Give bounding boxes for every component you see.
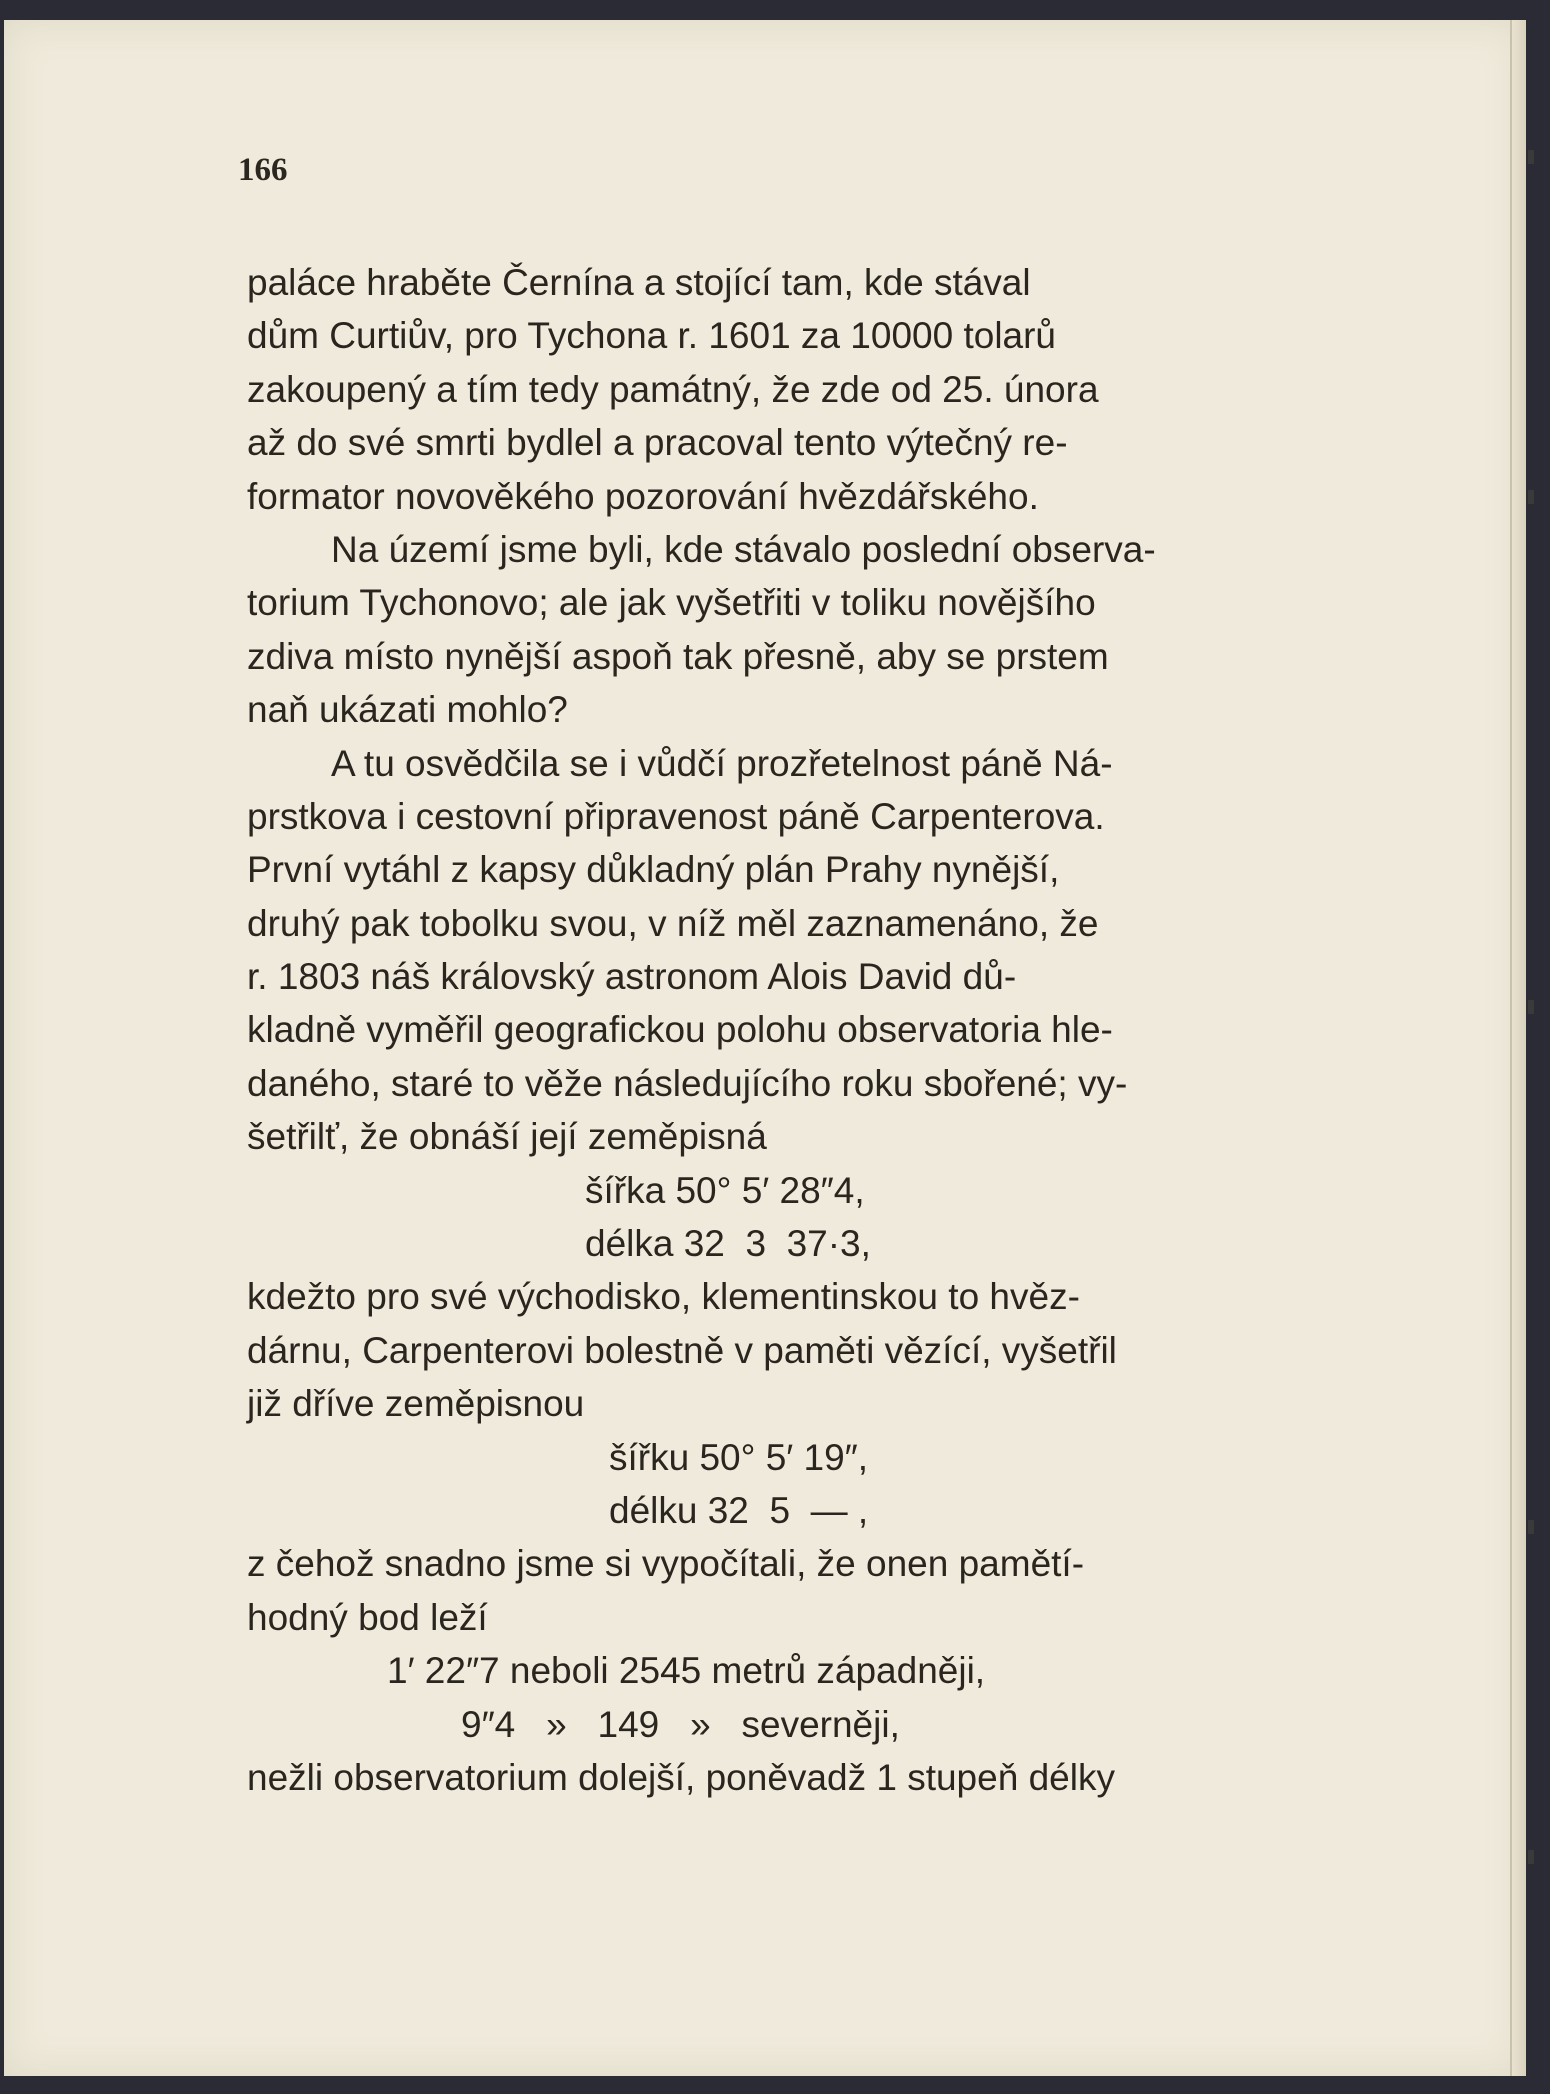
- distance-line: 9″4 » 149 » severněji,: [461, 1703, 900, 1745]
- coordinate-line: délka 32 3 37·3,: [585, 1223, 871, 1265]
- text-line: zdiva místo nynější aspoň tak přesně, aby se prstem: [247, 635, 1109, 677]
- text-line: kladně vyměřil geografickou polohu observatoria hle-: [247, 1009, 1113, 1051]
- text-line: formator novověkého pozorování hvězdářského.: [247, 475, 1039, 517]
- page-edge: [1510, 20, 1526, 2076]
- text-line: paláce hraběte Černína a stojící tam, kde stával: [247, 262, 1031, 303]
- distance-line: 1′ 22″7 neboli 2545 metrů západněji,: [387, 1650, 986, 1692]
- text-line: r. 1803 náš královský astronom Alois David dů-: [247, 956, 1017, 998]
- edge-tab-mark: [1528, 1000, 1534, 1014]
- text-line: druhý pak tobolku svou, v níž měl zaznamenáno, že: [247, 902, 1099, 944]
- text-line: šetřilť, že obnáší její zeměpisná: [247, 1116, 767, 1158]
- edge-tab-mark: [1528, 1520, 1534, 1534]
- text-line: až do své smrti bydlel a pracoval tento výtečný re-: [247, 422, 1068, 464]
- text-line: prstkova i cestovní připravenost páně Carpenterova.: [247, 795, 1105, 837]
- coordinate-line: šířku 50° 5′ 19″,: [609, 1436, 869, 1478]
- edge-tab-mark: [1528, 1850, 1534, 1864]
- text-line: dárnu, Carpenterovi bolestně v paměti vězící, vyšetřil: [247, 1329, 1117, 1371]
- text-line: A tu osvědčila se i vůdčí prozřetelnost páně Ná-: [331, 742, 1113, 784]
- text-line: torium Tychonovo; ale jak vyšetřiti v toliku novějšího: [247, 582, 1096, 624]
- text-line: daného, staré to věže následujícího roku sbořené; vy-: [247, 1062, 1128, 1104]
- text-line: z čehož snadno jsme si vypočítali, že onen pamětí-: [247, 1543, 1085, 1585]
- edge-tab-mark: [1528, 150, 1534, 164]
- text-line: zakoupený a tím tedy památný, že zde od 25. února: [247, 368, 1099, 410]
- text-line: naň ukázati mohlo?: [247, 689, 568, 731]
- coordinate-line: délku 32 5 — ,: [609, 1489, 869, 1531]
- coordinate-line: šířka 50° 5′ 28″4,: [585, 1169, 865, 1211]
- body-text: [247, 256, 1307, 1804]
- text-line: První vytáhl z kapsy důkladný plán Prahy nynější,: [247, 849, 1060, 891]
- text-line: již dříve zeměpisnou: [247, 1383, 585, 1425]
- page-number: 166: [238, 152, 288, 188]
- text-line: hodný bod leží: [247, 1596, 488, 1638]
- text-line: dům Curtiův, pro Tychona r. 1601 za 10000 tolarů: [247, 315, 1057, 357]
- text-line: nežli observatorium dolejší, poněvadž 1 stupeň délky: [247, 1756, 1115, 1798]
- edge-tab-mark: [1528, 490, 1534, 504]
- text-line: Na území jsme byli, kde stávalo poslední observa-: [331, 528, 1156, 570]
- text-line: kdežto pro své východisko, klementinskou to hvěz-: [247, 1276, 1080, 1318]
